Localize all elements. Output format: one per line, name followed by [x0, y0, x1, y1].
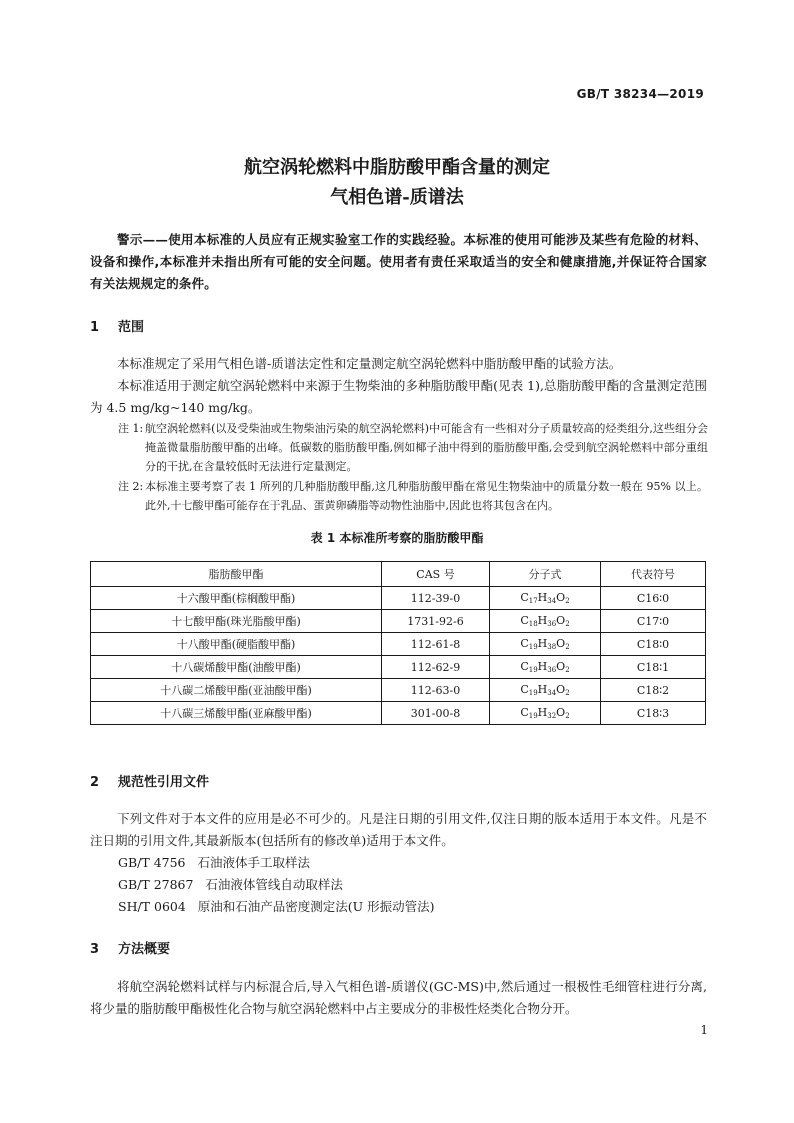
note-2: [118, 477, 710, 515]
reference-title: 石油液体手工取样法: [197, 855, 310, 870]
cas-number-cell: 301-00-8: [382, 702, 490, 725]
symbol-cell: C17∶0: [601, 610, 706, 633]
cas-number-cell: 112-63-0: [382, 679, 490, 702]
carbon-count: 18: [528, 620, 538, 628]
formula-cell: $C_{19}H_{34}O_2$: [490, 679, 601, 702]
table-header-row: [91, 562, 706, 587]
symbol-cell: C16∶0: [601, 587, 706, 610]
table-row: [91, 587, 706, 610]
formula-cell: $C_{18}H_{36}O_2$: [490, 610, 601, 633]
section-3-heading: [90, 938, 170, 957]
column-header: CAS 号: [382, 562, 490, 587]
reference-item: [118, 896, 435, 918]
scope-paragraph-2: 本标准适用于测定航空涡轮燃料中来源于生物柴油的多种脂肪酸甲酯(见表 1),总脂肪酸甲酯的含量测定范围为 4.5 mg/kg~140 mg/kg。: [90, 378, 707, 415]
cas-number-cell: 112-61-8: [382, 633, 490, 656]
symbol-cell: C18∶2: [601, 679, 706, 702]
reference-item: [118, 852, 310, 874]
carbon-count: 19: [528, 666, 538, 674]
hydrogen-count: 38: [547, 643, 557, 651]
hydrogen-count: 34: [547, 597, 557, 605]
hydrogen-count: 36: [547, 666, 557, 674]
reference-code: GB/T 27867: [118, 877, 194, 892]
carbon-count: 17: [528, 597, 538, 605]
formula-cell: $C_{17}H_{34}O_2$: [490, 587, 601, 610]
column-header: 代表符号: [601, 562, 706, 587]
reference-code: SH/T 0604: [118, 899, 186, 914]
carbon-count: 19: [528, 643, 538, 651]
section-title: 方法概要: [118, 942, 171, 957]
column-header: 分子式: [490, 562, 601, 587]
note-label: 注 1:: [118, 422, 144, 435]
symbol-cell: C18∶0: [601, 633, 706, 656]
fame-name-cell: 十八碳二烯酸甲酯(亚油酸甲酯): [91, 679, 382, 702]
scope-paragraph-1: 本标准规定了采用气相色谱-质谱法定性和定量测定航空涡轮燃料中脂肪酸甲酯的试验方法。: [117, 356, 622, 371]
formula-cell: $C_{19}H_{32}O_2$: [490, 702, 601, 725]
section-1-heading: [90, 316, 144, 335]
references-intro: 下列文件对于本文件的应用是必不可少的。凡是注日期的引用文件,仅注日期的版本适用于本文件。凡是不注日期的引用文件,其最新版本(包括所有的修改单)适用于本文件。: [90, 811, 707, 848]
hydrogen-count: 32: [547, 712, 557, 720]
fame-name-cell: 十七酸甲酯(珠光脂酸甲酯): [91, 610, 382, 633]
symbol-cell: C18∶1: [601, 656, 706, 679]
table-caption: 表 1 本标准所考察的脂肪酸甲酯: [310, 531, 484, 545]
note-label: 注 2:: [118, 480, 144, 493]
document-subtitle: 气相色谱-质谱法: [330, 187, 464, 208]
reference-title: 原油和石油产品密度测定法(U 形振动管法): [197, 899, 435, 914]
table-row: [91, 656, 706, 679]
cas-number-cell: 112-39-0: [382, 587, 490, 610]
carbon-count: 19: [528, 689, 538, 697]
section-2-heading: [90, 771, 209, 790]
section-title: 规范性引用文件: [118, 775, 210, 790]
oxygen-count: 2: [565, 689, 570, 697]
formula-cell: $C_{19}H_{38}O_2$: [490, 633, 601, 656]
method-summary: 将航空涡轮燃料试样与内标混合后,导入气相色谱-质谱仪(GC-MS)中,然后通过一根极性毛细管柱进行分离,将少量的脂肪酸甲酯极性化合物与航空涡轮燃料中占主要成分的非极性烃类化合物分开。: [90, 979, 707, 1016]
fame-name-cell: 十八酸甲酯(硬脂酸甲酯): [91, 633, 382, 656]
section-number: 3: [90, 942, 100, 957]
note-text: 本标准主要考察了表 1 所列的几种脂肪酸甲酯,这几种脂肪酸甲酯在常见生物柴油中的质量分数一般在 95% 以上。此外,十七酸甲酯可能存在于乳品、蛋黄卵磷脂等动物性油脂中,因此也将其包含在内。: [145, 480, 708, 512]
cas-number-cell: 1731-92-6: [382, 610, 490, 633]
table-row: [91, 610, 706, 633]
reference-item: [118, 874, 343, 896]
hydrogen-count: 36: [547, 620, 557, 628]
section-number: 2: [90, 775, 100, 790]
table-row: [91, 702, 706, 725]
reference-code: GB/T 4756: [118, 855, 186, 870]
fame-name-cell: 十六酸甲酯(棕榈酸甲酯): [91, 587, 382, 610]
page-number: 1: [700, 1023, 708, 1037]
carbon-count: 19: [528, 712, 538, 720]
oxygen-count: 2: [565, 597, 570, 605]
hydrogen-count: 34: [547, 689, 557, 697]
table-row: [91, 633, 706, 656]
formula-cell: $C_{19}H_{36}O_2$: [490, 656, 601, 679]
section-title: 范围: [118, 320, 145, 335]
reference-title: 石油液体管线自动取样法: [205, 877, 343, 892]
fame-name-cell: 十八碳三烯酸甲酯(亚麻酸甲酯): [91, 702, 382, 725]
oxygen-count: 2: [565, 620, 570, 628]
symbol-cell: C18∶3: [601, 702, 706, 725]
safety-warning: 警示——使用本标准的人员应有正规实验室工作的实践经验。本标准的使用可能涉及某些有危险的材料、设备和操作,本标准并未指出所有可能的安全问题。使用者有责任采取适当的安全和健康措施,并保证符合国家有关法规规定的条件。: [90, 232, 707, 291]
section-number: 1: [90, 320, 100, 335]
fame-name-cell: 十八碳烯酸甲酯(油酸甲酯): [91, 656, 382, 679]
cas-number-cell: 112-62-9: [382, 656, 490, 679]
oxygen-count: 2: [565, 666, 570, 674]
document-title: 航空涡轮燃料中脂肪酸甲酯含量的测定: [244, 157, 550, 178]
oxygen-count: 2: [565, 643, 570, 651]
column-header: 脂肪酸甲酯: [91, 562, 382, 587]
standard-number: GB/T 38234—2019: [576, 87, 704, 101]
note-text: 航空涡轮燃料(以及受柴油或生物柴油污染的航空涡轮燃料)中可能含有一些相对分子质量较高的烃类组分,这些组分会掩盖微量脂肪酸甲酯的出峰。低碳数的脂肪酸甲酯,例如椰子油中得到的脂肪酸甲酯,会受到航空涡轮燃料中部分重组分的干扰,在含量较低时无法进行定量测定。: [145, 422, 708, 473]
oxygen-count: 2: [565, 712, 570, 720]
fame-table: [90, 561, 706, 725]
table-row: [91, 679, 706, 702]
note-1: [118, 419, 710, 476]
